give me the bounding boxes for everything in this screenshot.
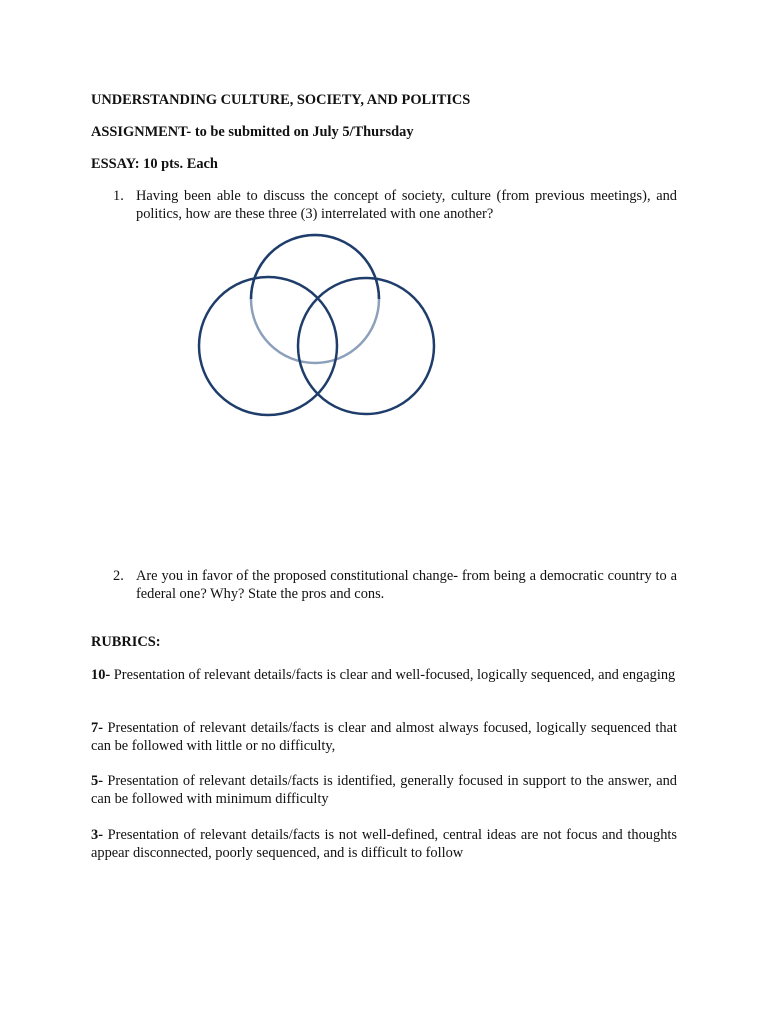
rubric-3-text: Presentation of relevant details/facts is not well-defined, central ideas are not focus and thoughts appear disconnected, poorly sequenced, and is difficult to follow <box>91 827 677 861</box>
rubrics-heading: RUBRICS: <box>91 634 161 650</box>
question-1-number: 1. <box>113 188 124 204</box>
rubric-5-text: Presentation of relevant details/facts is identified, generally focused in support to the answer, and can be followed with minimum difficulty <box>91 773 677 807</box>
venn-circle-right <box>298 278 434 414</box>
question-2-text: Are you in favor of the proposed constitutional change- from being a democratic country to a federal one? Why? State the pros and cons. <box>136 568 677 602</box>
rubric-10 <box>91 667 677 685</box>
rubric-10-score: 10- <box>91 667 111 683</box>
rubric-3-score: 3- <box>91 827 103 843</box>
rubric-7-score: 7- <box>91 720 103 736</box>
rubric-5 <box>91 773 677 808</box>
rubric-7-text: Presentation of relevant details/facts is clear and almost always focused, logically sequenced that can be followed with little or no difficulty, <box>91 720 677 754</box>
essay-heading: ESSAY: 10 pts. Each <box>91 156 218 172</box>
rubric-10-text: Presentation of relevant details/facts is clear and well-focused, logically sequenced, and engaging <box>113 667 676 683</box>
assignment-line: ASSIGNMENT- to be submitted on July 5/Thursday <box>91 124 414 140</box>
document-title: UNDERSTANDING CULTURE, SOCIETY, AND POLITICS <box>91 92 471 108</box>
venn-circle-left <box>199 277 337 415</box>
rubric-5-score: 5- <box>91 773 103 789</box>
venn-diagram <box>190 222 450 432</box>
rubric-7 <box>91 720 677 755</box>
question-2-number: 2. <box>113 568 124 584</box>
question-1-text: Having been able to discuss the concept of society, culture (from previous meetings), and politics, how are these three (3) interrelated with one another? <box>136 188 677 222</box>
venn-circle-top-overlap <box>315 235 379 299</box>
rubric-3 <box>91 827 677 862</box>
